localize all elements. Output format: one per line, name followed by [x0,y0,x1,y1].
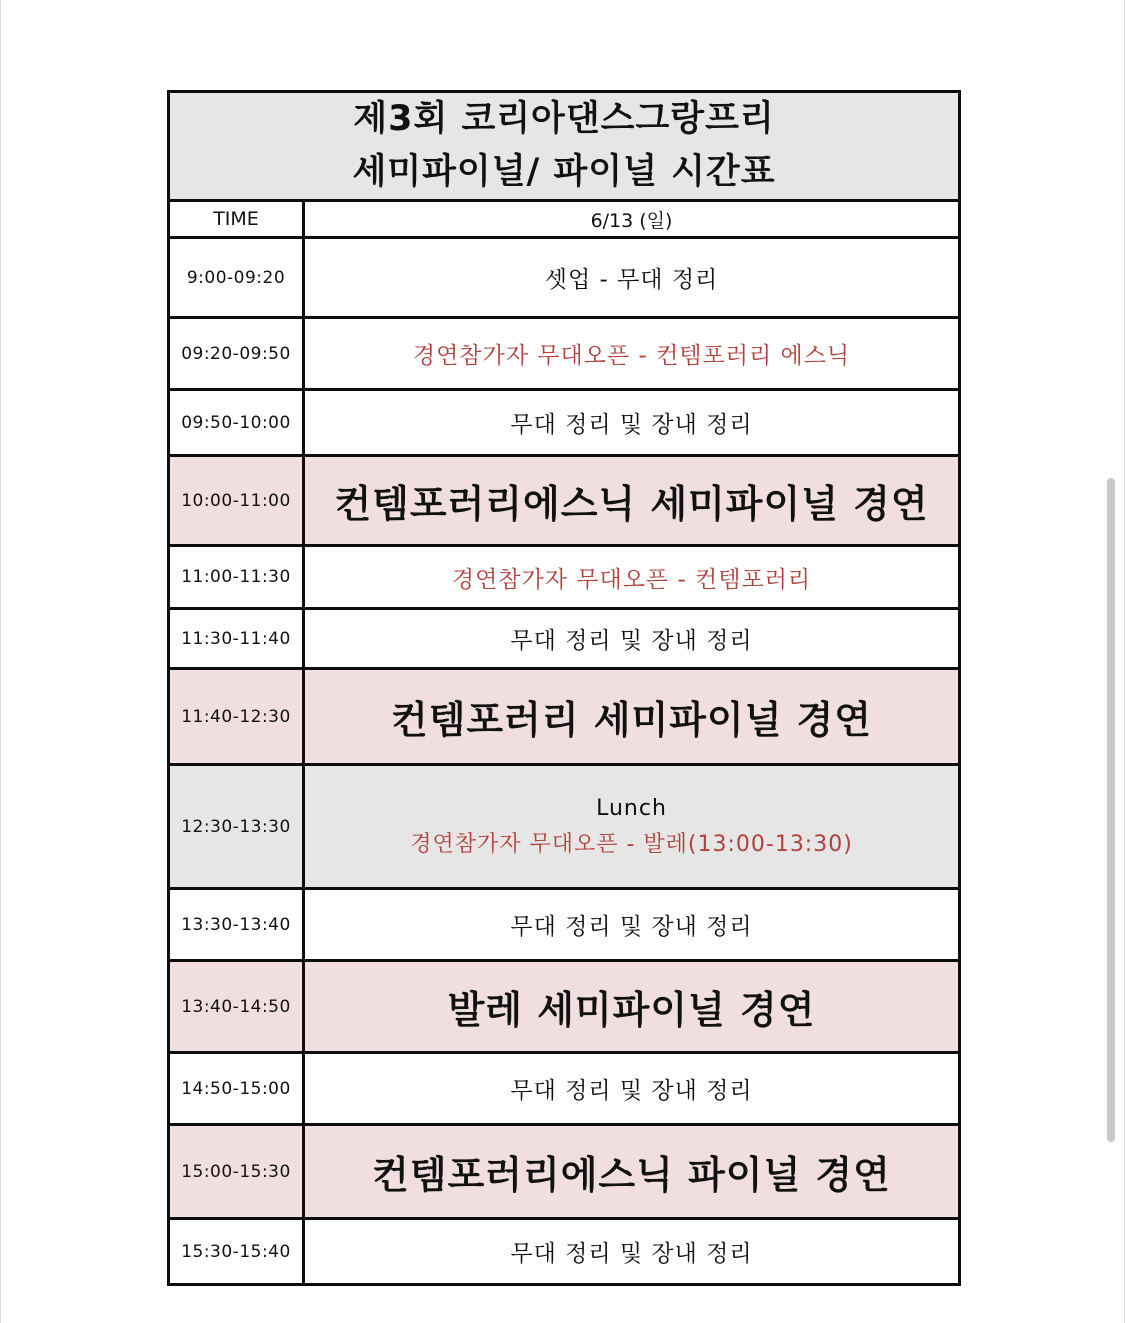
table-row [169,765,960,889]
event-cell: 무대 정리 및 장내 정리 [304,1053,960,1125]
date-column-header: 6/13 (일) [304,201,960,238]
time-column-header: TIME [169,201,304,238]
time-cell: 11:30-11:40 [169,609,304,669]
table-row [169,1219,960,1285]
table-row [169,390,960,456]
event-cell: 셋업 - 무대 정리 [304,238,960,318]
title-row [169,92,960,201]
time-cell: 15:30-15:40 [169,1219,304,1285]
event-cell: 무대 정리 및 장내 정리 [304,390,960,456]
event-cell: 경연참가자 무대오픈 - 컨템포러리 에스닉 [304,318,960,390]
table-row [169,238,960,318]
table-row [169,889,960,961]
event-cell: 경연참가자 무대오픈 - 컨템포러리 [304,546,960,609]
event-cell: 발레 세미파이널 경연 [304,961,960,1053]
table-row [169,609,960,669]
event-cell: 무대 정리 및 장내 정리 [304,1219,960,1285]
time-cell: 13:40-14:50 [169,961,304,1053]
time-cell: 09:20-09:50 [169,318,304,390]
lunch-cell [304,765,960,889]
lunch-label: Lunch [596,795,667,821]
schedule-table [167,90,961,1286]
header-row [169,201,960,238]
table-row [169,961,960,1053]
schedule-title [169,92,960,201]
time-cell: 14:50-15:00 [169,1053,304,1125]
time-cell: 12:30-13:30 [169,765,304,889]
event-cell: 무대 정리 및 장내 정리 [304,609,960,669]
table-row [169,546,960,609]
event-cell: 컨템포러리 세미파이널 경연 [304,669,960,765]
time-cell: 11:40-12:30 [169,669,304,765]
page-left-edge [0,0,1,1323]
table-row [169,456,960,546]
time-cell: 13:30-13:40 [169,889,304,961]
time-cell: 11:00-11:30 [169,546,304,609]
event-cell: 컨템포러리에스닉 파이널 경연 [304,1125,960,1219]
lunch-stage-open: 경연참가자 무대오픈 - 발레(13:00-13:30) [410,831,853,857]
time-cell: 10:00-11:00 [169,456,304,546]
title-line-1: 제3회 코리아댄스그랑프리 [353,99,775,139]
title-line-2: 세미파이널/ 파이널 시간표 [352,152,776,192]
time-cell: 09:50-10:00 [169,390,304,456]
event-cell: 무대 정리 및 장내 정리 [304,889,960,961]
time-cell: 15:00-15:30 [169,1125,304,1219]
table-row [169,1053,960,1125]
vertical-scrollbar[interactable] [1107,478,1115,1142]
table-row [169,1125,960,1219]
time-cell: 9:00-09:20 [169,238,304,318]
table-row [169,669,960,765]
table-row [169,318,960,390]
event-cell: 컨템포러리에스닉 세미파이널 경연 [304,456,960,546]
